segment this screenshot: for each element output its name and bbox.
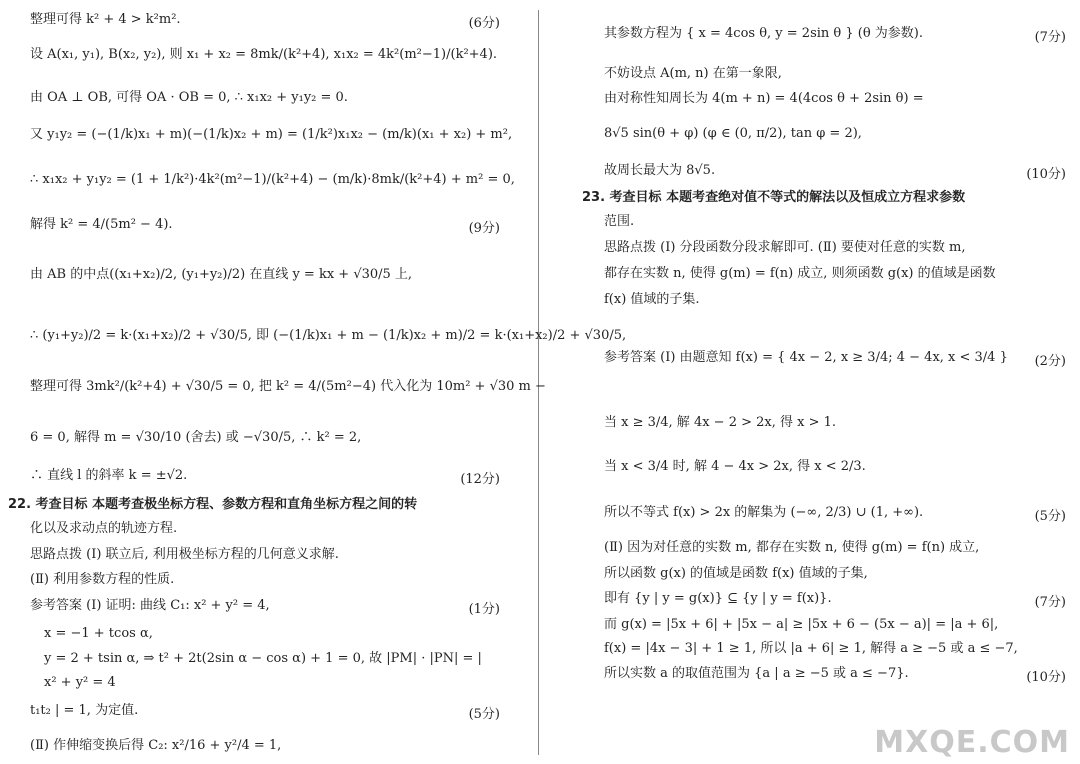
- text-line: f(x) = |4x − 3| + 1 ≥ 1, 所以 |a + 6| ≥ 1, 解得 a ≥ −5 或 a ≤ −7,: [604, 641, 1018, 656]
- score-label: (2分): [1034, 354, 1066, 369]
- text-line: t₁t₂ | = 1, 为定值.: [30, 703, 139, 718]
- text-line: (Ⅱ) 利用参数方程的性质.: [30, 572, 175, 587]
- text-line: 所以不等式 f(x) > 2x 的解集为 (−∞, 2/3) ∪ (1, +∞).: [604, 505, 924, 520]
- score-label: (9分): [468, 221, 500, 236]
- text-line: 都存在实数 n, 使得 g(m) = f(n) 成立, 则须函数 g(x) 的值域是函数: [604, 266, 996, 281]
- text-line: 故周长最大为 8√5.: [604, 163, 716, 178]
- equation-line: y = 2 + tsin α, ⇒ t² + 2t(2sin α − cos α) + 1 = 0, 故 |PM| · |PN| = |: [44, 651, 482, 666]
- watermark: MXQE.COM: [874, 725, 1070, 760]
- text-line: 思路点拨 (Ⅰ) 联立后, 利用极坐标方程的几何意义求解.: [30, 547, 339, 562]
- score-label: (10分): [1026, 167, 1066, 182]
- text-line: 整理可得 k² + 4 > k²m².: [30, 12, 181, 27]
- text-line: 当 x < 3/4 时, 解 4 − 4x > 2x, 得 x < 2/3.: [604, 459, 866, 474]
- text-line: 思路点拨 (Ⅰ) 分段函数分段求解即可. (Ⅱ) 要使对任意的实数 m,: [604, 240, 966, 255]
- text-line: (Ⅱ) 因为对任意的实数 m, 都存在实数 n, 使得 g(m) = f(n) 成立,: [604, 540, 980, 555]
- score-label: (5分): [1034, 509, 1066, 524]
- text-line: 由对称性知周长为 4(m + n) = 4(4cos θ + 2sin θ) =: [604, 91, 924, 106]
- text-line: 整理可得 3mk²/(k²+4) + √30/5 = 0, 把 k² = 4/(5m²−4) 代入化为 10m² + √30 m −: [30, 379, 546, 394]
- score-label: (7分): [1034, 595, 1066, 610]
- question-heading: 23. 考查目标 本题考查绝对值不等式的解法以及恒成立方程求参数: [582, 190, 966, 205]
- text-line: 不妨设点 A(m, n) 在第一象限,: [604, 66, 782, 81]
- text-line: 6 = 0, 解得 m = √30/10 (舍去) 或 −√30/5, ∴ k² = 2,: [30, 430, 362, 445]
- text-line: 又 y₁y₂ = (−(1/k)x₁ + m)(−(1/k)x₂ + m) = (1/k²)x₁x₂ − (m/k)(x₁ + x₂) + m²,: [30, 127, 513, 142]
- score-label: (6分): [468, 16, 500, 31]
- text-line: 由 OA ⊥ OB, 可得 OA · OB = 0, ∴ x₁x₂ + y₁y₂ = 0.: [30, 90, 348, 105]
- text-line: 其参数方程为 { x = 4cos θ, y = 2sin θ } (θ 为参数).: [604, 26, 924, 41]
- text-line: 由 AB 的中点((x₁+x₂)/2, (y₁+y₂)/2) 在直线 y = kx + √30/5 上,: [30, 267, 413, 282]
- question-heading: 22. 考查目标 本题考查极坐标方程、参数方程和直角坐标方程之间的转: [8, 497, 418, 512]
- score-label: (10分): [1026, 670, 1066, 685]
- text-line: 设 A(x₁, y₁), B(x₂, y₂), 则 x₁ + x₂ = 8mk/(k²+4), x₁x₂ = 4k²(m²−1)/(k²+4).: [30, 47, 498, 62]
- equation-line: x = −1 + tcos α,: [44, 626, 153, 641]
- score-label: (5分): [468, 707, 500, 722]
- score-label: (12分): [460, 472, 500, 487]
- equation-line: x² + y² = 4: [44, 675, 116, 690]
- text-line: 所以函数 g(x) 的值域是函数 f(x) 值域的子集,: [604, 566, 868, 581]
- text-line: (Ⅱ) 作伸缩变换后得 C₂: x²/16 + y²/4 = 1,: [30, 738, 282, 753]
- score-label: (1分): [468, 602, 500, 617]
- text-line: f(x) 值域的子集.: [604, 292, 700, 307]
- text-line: 所以实数 a 的取值范围为 {a | a ≥ −5 或 a ≤ −7}.: [604, 666, 909, 681]
- text-line: ∴ 直线 l 的斜率 k = ±√2.: [30, 468, 188, 483]
- score-label: (7分): [1034, 30, 1066, 45]
- text-line: ∴ (y₁+y₂)/2 = k·(x₁+x₂)/2 + √30/5, 即 (−(1/k)x₁ + m − (1/k)x₂ + m)/2 = k·(x₁+x₂)/2 + √30/5,: [30, 328, 627, 343]
- text-line: 即有 {y | y = g(x)} ⊆ {y | y = f(x)}.: [604, 591, 832, 606]
- text-line: 而 g(x) = |5x + 6| + |5x − a| ≥ |5x + 6 − (5x − a)| = |a + 6|,: [604, 617, 999, 632]
- text-line: 解得 k² = 4/(5m² − 4).: [30, 217, 173, 232]
- text-line: 范围.: [604, 214, 635, 229]
- text-line: 化以及求动点的轨迹方程.: [30, 521, 178, 536]
- text-line: 参考答案 (Ⅰ) 证明: 曲线 C₁: x² + y² = 4,: [30, 598, 270, 613]
- text-line: 当 x ≥ 3/4, 解 4x − 2 > 2x, 得 x > 1.: [604, 415, 837, 430]
- text-line: 参考答案 (Ⅰ) 由题意知 f(x) = { 4x − 2, x ≥ 3/4; 4 − 4x, x < 3/4 }: [604, 350, 1008, 365]
- text-line: 8√5 sin(θ + φ) (φ ∈ (0, π/2), tan φ = 2),: [604, 126, 862, 141]
- text-line: ∴ x₁x₂ + y₁y₂ = (1 + 1/k²)·4k²(m²−1)/(k²+4) − (m/k)·8mk/(k²+4) + m² = 0,: [30, 172, 515, 187]
